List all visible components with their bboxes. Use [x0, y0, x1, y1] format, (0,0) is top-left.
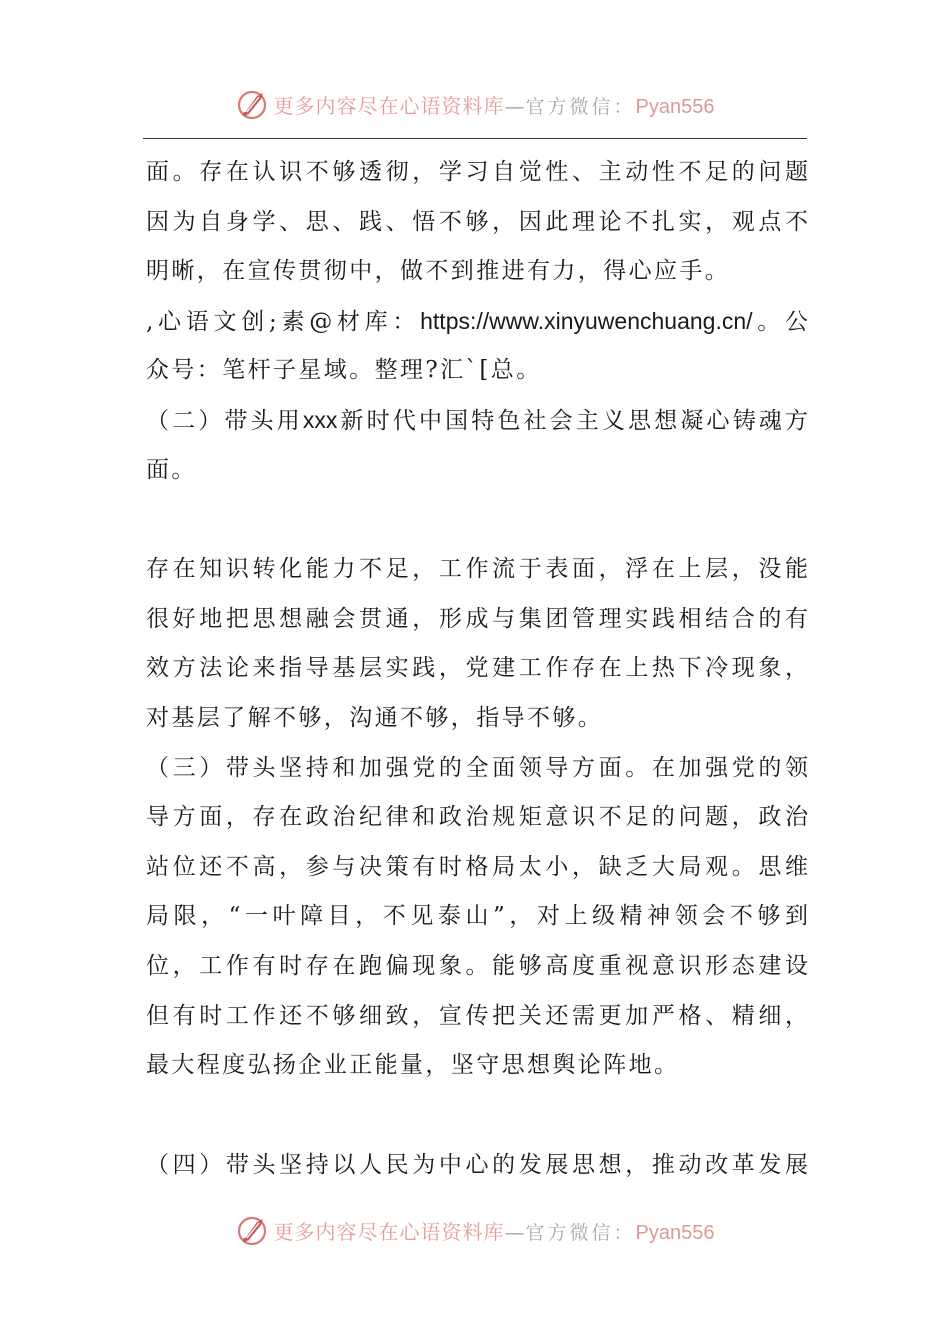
footer-wechat-label: 官方微信： [525, 1221, 636, 1244]
header-watermark-sep: — [504, 93, 526, 118]
footer-watermark-sep: — [504, 1219, 526, 1244]
source-prefix: ,心语文创;素@材库： [146, 308, 421, 335]
header-wechat-label: 官方微信： [525, 95, 636, 118]
section-heading-4: （四）带头坚持以人民为中心的发展思想，推动改革发展 [146, 1151, 808, 1178]
pen-nib-logo-icon [236, 1213, 270, 1247]
heading-2-post: 新时代中国特色社会主义思想凝心铸魂方 [337, 407, 808, 434]
document-body [146, 148, 808, 1190]
footer-watermark [274, 1216, 715, 1245]
body-line: 但有时工作还不够细致，宣传把关还需更加严格、精细， [146, 1002, 808, 1029]
body-line: 最大程度弘扬企业正能量，坚守思想舆论阵地。 [146, 1052, 680, 1079]
body-line: 站位还不高，参与决策有时格局太小，缺乏大局观。思维 [146, 853, 808, 880]
body-line: 存在知识转化能力不足，工作流于表面，浮在上层，没能 [146, 556, 808, 583]
section-heading-2 [146, 396, 808, 446]
heading-2-pre: （二）带头用 [146, 407, 303, 434]
paragraph-gap [146, 495, 808, 545]
page-header [0, 84, 950, 124]
header-watermark-main: 更多内容尽在心语资料库 [273, 93, 505, 118]
section-heading-3: （三）带头坚持和加强党的全面领导方面。在加强党的领 [146, 754, 808, 781]
paragraph-gap [146, 1091, 808, 1141]
body-line: 局限，“一叶障目，不见泰山”，对上级精神领会不够到 [146, 903, 808, 930]
body-line: 明晰，在宣传贯彻中，做不到推进有力，得心应手。 [146, 258, 731, 285]
header-watermark [274, 90, 715, 119]
body-line: 位，工作有时存在跑偏现象。能够高度重视意识形态建设 [146, 952, 808, 979]
body-line: 对基层了解不够，沟通不够，指导不够。 [146, 704, 604, 731]
body-line: 众号：笔杆子星域。整理?汇`[总。 [146, 357, 542, 384]
body-line-source [146, 297, 808, 347]
header-divider [143, 138, 807, 139]
pen-nib-logo-icon [236, 87, 270, 121]
body-line: 效方法论来指导基层实践，党建工作存在上热下冷现象， [146, 655, 808, 682]
heading-2-xxx: xxx [302, 406, 338, 433]
header-wechat-id: Pyan556 [635, 95, 715, 118]
page-footer [0, 1210, 950, 1250]
footer-wechat-id: Pyan556 [635, 1221, 715, 1244]
body-line: 因为自身学、思、践、悟不够，因此理论不扎实，观点不 [146, 208, 808, 235]
source-suffix: 。公 [752, 308, 808, 335]
footer-watermark-main: 更多内容尽在心语资料库 [273, 1219, 505, 1244]
body-line: 很好地把思想融会贯通，形成与集团管理实践相结合的有 [146, 605, 808, 632]
source-url: https://www.xinyuwenchuang.cn/ [420, 307, 753, 334]
body-line: 面。存在认识不够透彻，学习自觉性、主动性不足的问题 [146, 159, 808, 185]
body-line: 导方面，存在政治纪律和政治规矩意识不足的问题，政治 [146, 804, 808, 831]
body-line: 面。 [146, 456, 197, 483]
